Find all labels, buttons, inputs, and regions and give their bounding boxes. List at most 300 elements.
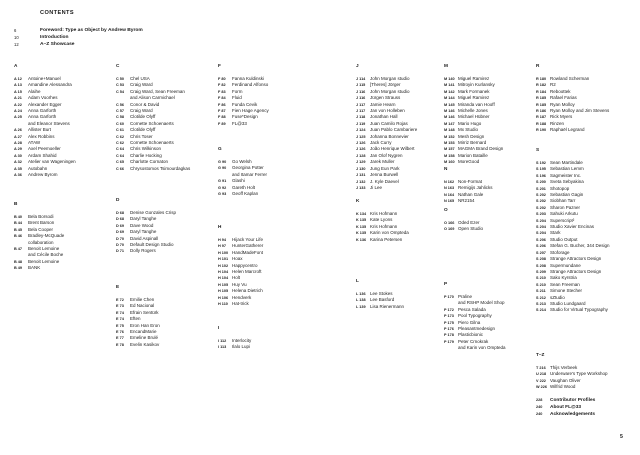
entry-name: Oded Ezer (458, 220, 480, 225)
entry-name: Alexander Egger (28, 101, 62, 107)
entry-page: H 105 (218, 289, 229, 294)
index-section (14, 200, 64, 272)
entry-name: Charlie Hocking (130, 152, 162, 158)
entry-name: Hendverk (232, 294, 252, 300)
contents-title: CONTENTS (40, 10, 74, 16)
entry-name: Chrysostomos Tsimourdagkas (130, 165, 191, 171)
index-section (218, 324, 251, 351)
entry-page: E 73 (116, 304, 124, 309)
entry-name: Studio Lundgaard (550, 300, 586, 306)
index-entry (536, 127, 609, 133)
entry-page: G 92 (218, 185, 227, 190)
entry-name: Atelier van Wageningen (28, 159, 76, 165)
entry-page: K 135 (356, 218, 367, 223)
entry-page: C 54 (116, 89, 125, 94)
entry-page: P 173 (444, 314, 454, 319)
entry-name: Go Welsh (232, 159, 252, 164)
entry-name: Praline (458, 294, 473, 299)
entry-name: Rafael Farias (550, 95, 577, 101)
entry-page: D 68 (116, 217, 125, 222)
entry-name: Axel Peemoeller (28, 146, 61, 152)
entry-page: B 45 (14, 227, 23, 232)
entry-name: Craig Ward, Sean Freeman (130, 88, 185, 94)
entry-page: H 97 (218, 244, 227, 249)
entry-name: Sveta Sebyakina (550, 179, 584, 185)
entry-page: H 101 (218, 257, 229, 262)
entry-name: Autobahn (28, 165, 48, 171)
entry-page: J 126 (356, 147, 366, 152)
entry-page: E 78 (116, 342, 124, 347)
entry-name: Jung Eun Park (370, 165, 400, 171)
entry-name: Sahuki Arkutu (550, 211, 578, 217)
entry-name: Default Design Studio (130, 242, 174, 248)
entry-name: Amandine Alessandra (28, 82, 72, 88)
entry-page: R 188 (536, 121, 547, 126)
front-matter-item (14, 41, 143, 48)
entry-page: U 218 (536, 372, 547, 377)
entry-page: J 118 (356, 115, 366, 120)
entry-name: Piero Gilna (458, 319, 481, 325)
entry-page: K 135 (356, 224, 367, 229)
entry-page: J 125 (356, 134, 366, 139)
entry-page: A 25 (14, 115, 22, 120)
index-entry (116, 166, 190, 172)
entry-name: Stefan G. Bucher, 344 Design (550, 243, 610, 249)
section-letter: S (536, 147, 540, 152)
entry-page: H 106 (218, 295, 229, 300)
front-matter-label: Foreword: Type as Object by Andrew Byrom (40, 28, 143, 33)
entry-name: MAGMA Brand Design (458, 146, 504, 152)
entry-name: Sebastian Gagin (550, 192, 584, 198)
entry-name: HandMadeFont (232, 249, 264, 255)
entry-page: J 117 (356, 102, 366, 107)
entry-page: S 201 (536, 186, 546, 191)
entry-page: J 130 (356, 166, 366, 171)
entry-page: E 77 (116, 336, 124, 341)
entry-name: Michael Hübner (458, 114, 490, 120)
entry-name: Glashi (232, 178, 245, 184)
entry-name: Rowland Scherman (550, 76, 590, 81)
entry-name: Kris Hofmann (370, 223, 398, 229)
entry-page: R 182 (536, 83, 547, 88)
entry-name: Geoff Kaplan (232, 191, 259, 197)
entry-page: H 110 (218, 302, 228, 307)
entry-page: C 62 (116, 134, 125, 139)
entry-name: Wilfrid Wood (550, 384, 576, 390)
entry-page: F 84 (218, 96, 226, 101)
entry-name: Jarek Muller (370, 159, 395, 165)
entry-name: Chris Toser (130, 133, 153, 139)
entry-page: C 50 (116, 77, 125, 81)
entry-page: S 204 (536, 225, 546, 230)
entry-page: J 124 (356, 128, 366, 133)
entry-name: Hijack Your Life (232, 237, 264, 242)
entry-page: M 146 (444, 109, 455, 114)
entry-name: Antoine+Manuel (28, 76, 61, 81)
back-matter-page: 240 (536, 412, 543, 416)
entry-page: R 180 (536, 77, 547, 81)
entry-page: A 35 (14, 166, 22, 171)
entry-name: Brent Barson (28, 220, 55, 226)
entry-page: L 139 (356, 304, 366, 309)
entry-page: L 136 (356, 292, 366, 296)
entry-name: and RSHP Model Shop (458, 300, 505, 306)
entry-name: Stark (550, 230, 561, 236)
entry-name: Remigijs Jahlicks (458, 185, 493, 191)
entry-name: Emeline Brulé (130, 335, 159, 341)
entry-name: Raphaël Legrand (550, 127, 585, 133)
section-letter: I (218, 325, 220, 330)
entry-page: E 72 (116, 298, 124, 302)
entry-page: K 134 (356, 212, 367, 216)
front-matter-label: A–Z Showcase (40, 42, 75, 47)
entry-name: Juan Pablo Cambariere (370, 127, 418, 133)
entry-name: Funda Cevik (232, 101, 258, 107)
entry-page: M 147 (444, 121, 455, 126)
entry-name: Ji Lee (370, 184, 383, 190)
entry-page: S 208 (536, 257, 546, 262)
entry-name: Pool Typography (458, 313, 492, 319)
entry-name: Helen Marcroft (232, 269, 262, 275)
entry-page: B 40 (14, 215, 23, 219)
entry-page: A 29 (14, 147, 22, 152)
entry-name: BANK (28, 265, 41, 271)
entry-page: V 222 (536, 378, 546, 383)
index-entry (218, 121, 269, 127)
entry-page: R 190 (536, 128, 547, 133)
entry-page: S 202 (536, 205, 546, 210)
entry-name: Clotilde Olyff (130, 127, 156, 133)
entry-page: A 32 (14, 160, 22, 165)
entry-name: Plasticbionic (458, 332, 484, 338)
entry-page: W 226 (536, 385, 547, 390)
entry-page: J 132 (356, 179, 366, 184)
entry-page: F 88 (218, 115, 226, 120)
entry-page: O 169 (444, 227, 455, 232)
entry-page: N 164 (444, 192, 455, 197)
entry-name: MoreGood (458, 159, 480, 165)
index-entry (218, 301, 263, 307)
entry-name: Shotopop (550, 185, 570, 191)
entry-name: Miguel Ramirez (458, 76, 490, 81)
entry-page: P 170 (444, 295, 454, 299)
entry-name: Nathan Gale (458, 191, 484, 197)
entry-page: J 115 (356, 83, 366, 88)
entry-name: Sagmeister Inc. (550, 172, 582, 178)
entry-name: Jürgen Strauss (370, 95, 401, 101)
entry-page: E 74 (116, 310, 124, 315)
entry-page: I 113 (218, 345, 227, 350)
index-entry (218, 344, 251, 350)
entry-name: Stoforage (550, 249, 570, 255)
entry-page: H 94 (218, 238, 227, 242)
entry-name: Alaihe (28, 88, 41, 94)
index-section (356, 197, 409, 243)
entry-page: A 30 (14, 153, 22, 158)
entry-page: H 104 (218, 270, 229, 275)
entry-page: J 117 (356, 109, 366, 114)
entry-page: N 162 (444, 180, 455, 184)
entry-page: S 196 (536, 173, 546, 178)
entry-page: P 178 (444, 333, 454, 338)
entry-name: Daryl Tanghe (130, 229, 157, 235)
entry-name: Rick Myers (550, 114, 573, 120)
entry-page: A 26 (14, 128, 22, 133)
index-section (356, 62, 417, 191)
entry-name: Sean Martindale (550, 160, 583, 165)
entry-page: C 61 (116, 128, 125, 133)
entry-name: Jamie Hearn (370, 101, 396, 107)
entry-page: T 216 (536, 366, 546, 370)
index-entry (14, 172, 76, 178)
entry-page: R 184 (536, 89, 547, 94)
entry-page: A 22 (14, 102, 22, 107)
entry-page: J 119 (356, 121, 366, 126)
entry-name: Georgina Potter (232, 165, 264, 171)
entry-name: Benoit Lemoine (28, 246, 60, 252)
index-entry (444, 226, 483, 232)
entry-page: F 87 (218, 109, 226, 114)
entry-name: Studio Xavier Encinas (550, 224, 595, 230)
entry-page: N 163 (444, 186, 455, 191)
entry-page: S 192 (536, 161, 546, 165)
entry-name: Interlocity (232, 338, 252, 343)
entry-name: Miguel Ramirez (458, 95, 490, 101)
entry-page: C 64 (116, 153, 125, 158)
entry-name: NR2154 (458, 198, 475, 204)
entry-name: Andrew Byrom (28, 172, 58, 178)
back-matter (536, 397, 595, 418)
entry-name: Siobhan Tarr (550, 198, 576, 204)
index-section (218, 62, 269, 127)
entry-name: Vaughan Oliver (550, 377, 581, 383)
back-matter-label: Contributor Profiles (550, 398, 596, 403)
entry-name: Lee Stokes (370, 291, 393, 296)
entry-page: S 195 (536, 167, 546, 172)
entry-page: D 69 (116, 223, 125, 228)
index-entry (536, 384, 607, 390)
entry-name: Mitroyin Kurlansky (458, 82, 495, 88)
entry-page: M 160 (444, 160, 455, 165)
section-letter: A (14, 63, 18, 68)
entry-page: M 145 (444, 102, 455, 107)
entry-name: Jan von Holleben (370, 108, 405, 114)
entry-name: Conor & David (130, 101, 160, 107)
entry-name: Dolly Rogers (130, 248, 156, 254)
entry-page: D 69 (116, 230, 125, 235)
entry-page: G 90 (218, 160, 227, 164)
section-letter: B (14, 201, 18, 206)
entry-page: P 179 (444, 339, 454, 344)
entry-name: Ferdinand Alfonso (232, 82, 269, 88)
front-matter-item (14, 34, 143, 41)
back-matter-item (536, 411, 595, 418)
entry-name: Gareth Holt (232, 184, 256, 190)
entry-name: sZtudio (550, 294, 565, 300)
section-letter: T–Z (536, 352, 545, 357)
entry-page: F 80 (218, 77, 226, 81)
entry-page: R 186 (536, 109, 547, 114)
entry-page: H 100 (218, 250, 229, 255)
entry-name: Hoax (232, 256, 243, 262)
entry-page: M 158 (444, 153, 455, 158)
entry-page: S 208 (536, 263, 546, 268)
entry-name: Denise Gonzales Crisp (130, 210, 177, 215)
entry-page: S 202 (536, 199, 546, 204)
entry-page: S 214 (536, 308, 546, 313)
index-entry (356, 237, 409, 243)
entry-name: Craig Ward (130, 82, 153, 88)
entry-name: and Alison Carmichael (130, 95, 175, 101)
entry-page: C 60 (116, 121, 125, 126)
back-matter-label: Acknowledgements (550, 412, 596, 417)
entry-name: Supermundane (550, 262, 581, 268)
index-entry (356, 185, 417, 191)
entry-page: F 82 (218, 83, 226, 88)
index-section (356, 277, 404, 310)
entry-name: Anna Garforth (28, 114, 57, 120)
entry-page: J 116 (356, 96, 366, 101)
entry-page: P 172 (444, 307, 454, 312)
section-letter: L (356, 278, 359, 283)
entry-name: Miranda van Hooff (458, 101, 495, 107)
entry-page: M 146 (444, 115, 455, 120)
entry-page: C 64 (116, 147, 125, 152)
index-section (536, 351, 607, 391)
entry-page: E 75 (116, 323, 124, 328)
entry-name: Ryan Molloy (550, 101, 575, 107)
entry-name: Pleasantmedesign (458, 326, 496, 332)
index-section (116, 283, 160, 348)
entry-page: J 116 (356, 89, 366, 94)
entry-page: H 102 (218, 263, 229, 268)
entry-name: Karin von Ompteda (370, 230, 409, 236)
entry-name: Jenna Burwell (370, 172, 399, 178)
index-section (536, 146, 610, 314)
section-letter: M (444, 63, 448, 68)
entry-name: collaboration (28, 239, 54, 245)
entry-page: B 46 (14, 234, 23, 239)
entry-name: Sebastian Lemm (550, 166, 584, 172)
entry-page: P 176 (444, 327, 454, 332)
entry-name: Chris Wilkinson (130, 146, 162, 152)
entry-page: B 44 (14, 221, 23, 226)
index-entry (116, 342, 160, 348)
index-section (444, 62, 503, 166)
entry-name: Emilie Chen (130, 297, 155, 302)
entry-name: Allister Burt (28, 127, 52, 133)
entry-name: Daryl Tanghe (130, 216, 157, 222)
section-letter: F (218, 63, 221, 68)
entry-name: Alex Robbins (28, 133, 55, 139)
index-section (14, 62, 76, 179)
entry-name: Eron Han Eron (130, 322, 160, 328)
section-letter: E (116, 284, 120, 289)
index-section (444, 206, 483, 233)
entry-page: E 76 (116, 330, 124, 335)
entry-page: R 185 (536, 102, 547, 107)
entry-name: Studio for Virtual Typography (550, 307, 608, 313)
entry-page: I 112 (218, 339, 227, 343)
index-section (116, 196, 176, 255)
entry-name: Studio Output (550, 236, 578, 242)
entry-name: Bela Borsodi (28, 214, 54, 219)
entry-page: S 206 (536, 237, 546, 242)
entry-name: Craig Ward (130, 108, 153, 114)
entry-page: F 83 (218, 89, 226, 94)
entry-name: Peter Crnokrak (458, 338, 489, 344)
entry-page: A 36 (14, 173, 22, 178)
entry-page: M 144 (444, 96, 455, 101)
entry-page: C 62 (116, 141, 125, 146)
entry-page (444, 345, 458, 351)
entry-page: J 131 (356, 173, 366, 178)
entry-page: M 148 (444, 128, 455, 133)
entry-name: Non-Format (458, 179, 483, 184)
entry-page: S 202 (536, 193, 546, 198)
back-matter-page: 228 (536, 398, 543, 402)
section-letter: N (444, 166, 448, 171)
entry-name: John Morgan studio (370, 88, 410, 94)
entry-name: ATAW (28, 140, 41, 146)
entry-name: Jan Olof Nygren (370, 152, 403, 158)
page-number: 5 (620, 434, 623, 440)
entry-name: [Theres] Jörger (370, 82, 401, 88)
section-letter: J (356, 63, 359, 68)
entry-name: Happycentro (232, 262, 258, 268)
entry-page: S 213 (536, 301, 546, 306)
entry-name: Mx Studio (458, 127, 479, 133)
entry-page: M 152 (444, 134, 455, 139)
entry-name: John Morgan studio (370, 76, 410, 81)
entry-name: Marion Bataille (458, 152, 488, 158)
entry-name: Ryan Molloy and Jim Stevens (550, 108, 610, 114)
entry-page: S 206 (536, 244, 546, 249)
entry-name: Holt (232, 275, 241, 281)
index-entry (218, 191, 267, 197)
entry-page: A 15 (14, 89, 22, 94)
entry-name: Open Studio (458, 226, 484, 232)
entry-page: R 185 (536, 96, 547, 101)
entry-page: S 207 (536, 250, 546, 255)
index-section (116, 62, 190, 172)
entry-page: J 126 (356, 141, 366, 146)
index-entry (14, 265, 64, 271)
entry-page: K 136 (356, 237, 367, 242)
entry-page: G 93 (218, 192, 227, 197)
section-letter: K (356, 198, 360, 203)
entry-page: D 71 (116, 249, 125, 254)
entry-name: Dave Wood (130, 222, 154, 228)
entry-name: Huy Vu (232, 281, 247, 287)
index-entry (536, 307, 610, 313)
entry-page: C 66 (116, 166, 125, 171)
entry-page: A 27 (14, 134, 22, 139)
entry-name: Ed Nacional (130, 303, 155, 309)
entry-page: A 12 (14, 77, 22, 81)
entry-page: B 47 (14, 247, 23, 252)
entry-name: Lisa Rienermann (370, 303, 405, 309)
entry-name: and Eleanor Stevens (28, 120, 70, 126)
entry-page: S 210 (536, 282, 546, 287)
entry-page: C 53 (116, 83, 125, 88)
entry-name: Cornette Schoenaerts (130, 140, 174, 146)
entry-name: Lee Basford (370, 297, 395, 303)
entry-name: Evelin Kasikov (130, 341, 160, 347)
entry-page: L 138 (356, 298, 366, 303)
entry-page: A 28 (14, 141, 22, 146)
section-letter: R (536, 63, 540, 68)
